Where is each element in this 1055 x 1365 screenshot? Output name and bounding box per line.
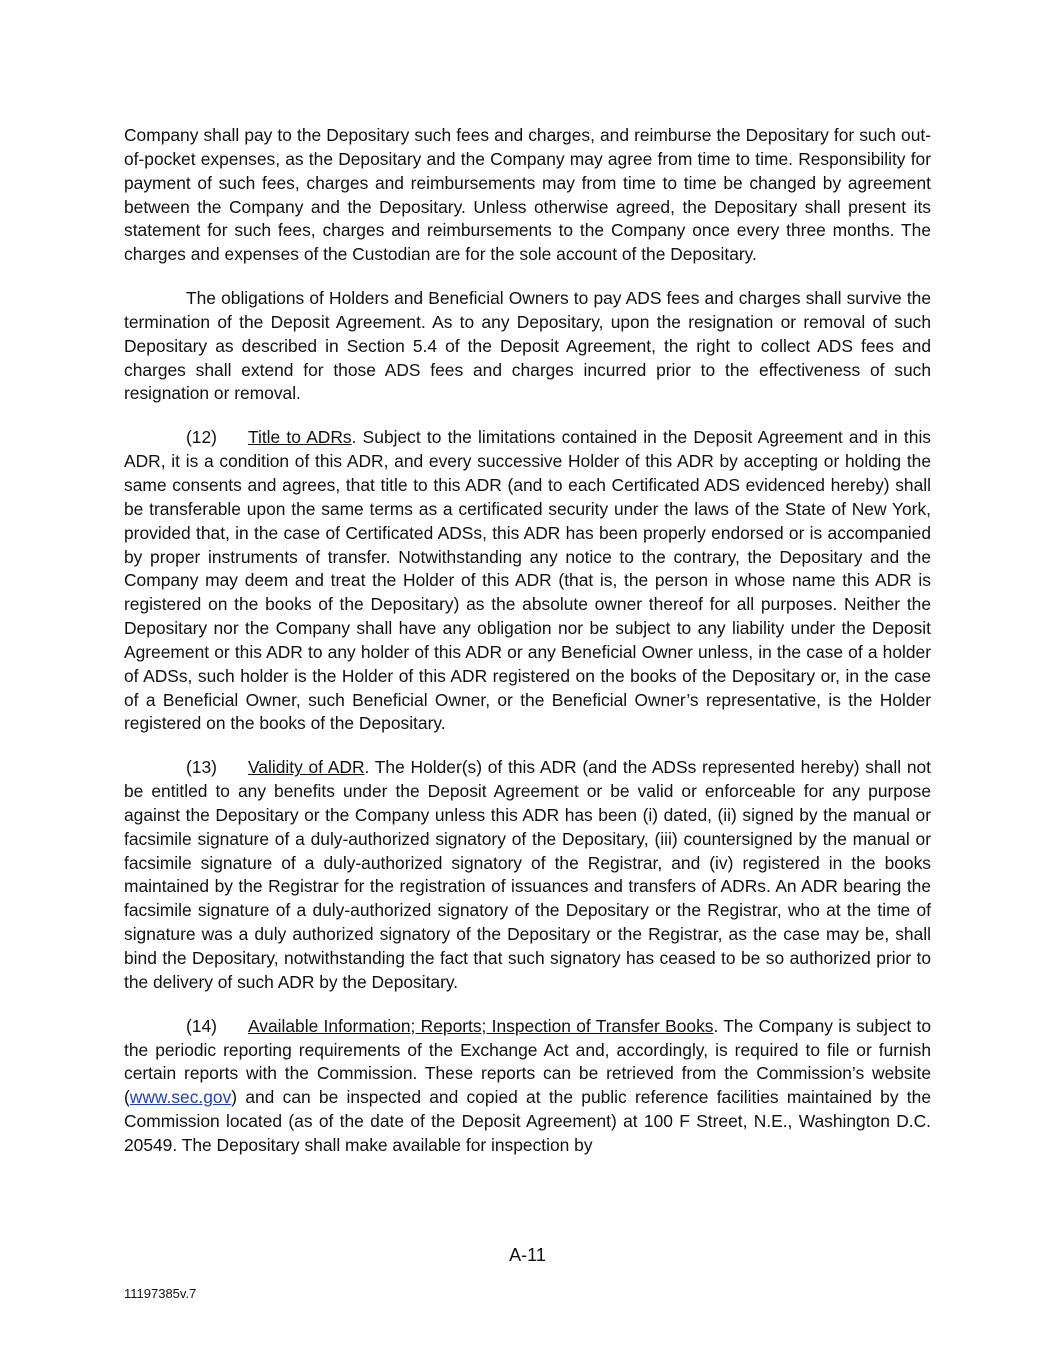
sec-website-link[interactable]: www.sec.gov (129, 1087, 232, 1108)
section-13 (124, 756, 931, 994)
section-body: . Subject to the limitations contained in the Deposit Agreement and in this ADR, it is a condition of this ADR, and every successive Holder of this ADR by accepting or holding the same consents and agrees, that title to this ADR (and to each Certificated ADS evidenced hereby) shall be transferable upon the same terms as a certificated security under the laws of the State of New York, provided that, in the case of Certificated ADSs, this ADR has been properly endorsed or is accompanied by proper instruments of transfer. Notwithstanding any notice to the contrary, the Depositary and the Company may deem and treat the Holder of this ADR (that is, the person in whose name this ADR is registered on the books of the Depositary) as the absolute owner thereof for all purposes. Neither the Depositary nor the Company shall have any obligation nor be subject to any liability under the Deposit Agreement or this ADR to any holder of this ADR or any Beneficial Owner unless, in the case of a holder of ADSs, such holder is the Holder of this ADR registered on the books of the Depositary or, in the case of a Beneficial Owner, such Beneficial Owner, or the Beneficial Owner’s representative, is the Holder registered on the books of the Depositary. (124, 427, 931, 734)
section-14 (124, 1015, 931, 1158)
section-number: (14) (186, 1015, 217, 1036)
section-number: (12) (186, 427, 217, 448)
page-number: A-11 (509, 1245, 546, 1265)
section-body: . The Company is subject to the periodic reporting requirements of the Exchange Act and, accordingly, is required to file or furnish certain reports with the Commission. These reports can be retrieved from the Commission’s website ( (124, 1015, 931, 1108)
paragraph-obligations: The obligations of Holders and Beneficial Owners to pay ADS fees and charges shall survive the termination of the Deposit Agreement. As to any Depositary, upon the resignation or removal of such Depositary as described in Section 5.4 of the Deposit Agreement, the right to collect ADS fees and charges shall extend for those ADS fees and charges incurred prior to the effectiveness of such resignation or removal. (124, 288, 931, 404)
document-body (124, 124, 931, 1178)
document-id: 11197385v.7 (124, 1286, 197, 1301)
section-heading: Validity of ADR (248, 757, 365, 778)
section-12 (124, 426, 931, 736)
section-body-continued: ) and can be inspected and copied at the public reference facilities maintained by the Commission located (as of the date of the Deposit Agreement) at 100 F Street, N.E., Washington D.C. 20549. The Depositary shall make available for inspection by (124, 1087, 931, 1155)
paragraph-fees: Company shall pay to the Depositary such fees and charges, and reimburse the Depositary for such out-of-pocket expenses, as the Depositary and the Company may agree from time to time. Responsibility for payment of such fees, charges and reimbursements may from time to time be changed by agreement between the Company and the Depositary. Unless otherwise agreed, the Depositary shall present its statement for such fees, charges and reimbursements to the Company once every three months. The charges and expenses of the Custodian are for the sole account of the Depositary. (124, 125, 931, 265)
section-heading: Title to ADRs (248, 427, 352, 448)
section-body: . The Holder(s) of this ADR (and the ADSs represented hereby) shall not be entitled to any benefits under the Deposit Agreement or be valid or enforceable for any purpose against the Depositary or the Company unless this ADR has been (i) dated, (ii) signed by the manual or facsimile signature of a duly-authorized signatory of the Depositary, (iii) countersigned by the manual or facsimile signature of a duly-authorized signatory of the Registrar, and (iv) registered in the books maintained by the Registrar for the registration of issuances and transfers of ADRs. An ADR bearing the facsimile signature of a duly-authorized signatory of the Depositary or the Registrar, who at the time of signature was a duly authorized signatory of the Depositary or the Registrar, as the case may be, shall bind the Depositary, notwithstanding the fact that such signatory has ceased to be so authorized prior to the delivery of such ADR by the Depositary. (124, 757, 931, 992)
section-heading: Available Information; Reports; Inspection of Transfer Books (248, 1015, 714, 1036)
section-number: (13) (186, 757, 217, 778)
